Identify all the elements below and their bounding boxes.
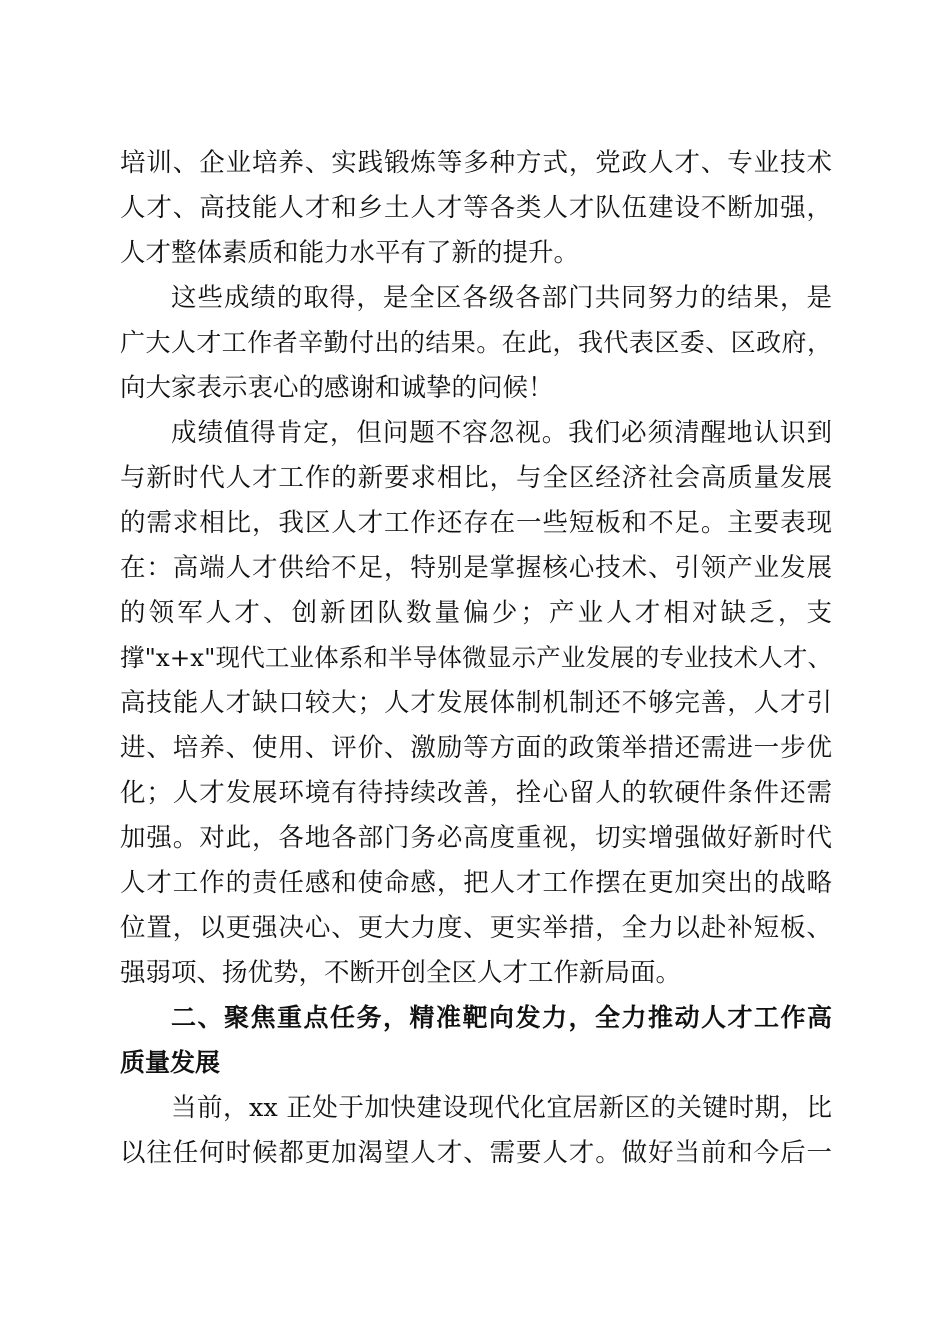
section-heading-line-1: 二、聚焦重点任务，精准靶向发力，全力推动人才工作高 — [171, 1003, 832, 1032]
paragraph-3-line-7: 高技能人才缺口较大；人才发展体制机制还不够完善，人才引 — [120, 688, 832, 718]
paragraph-1-line-2: 人才、高技能人才和乡土人才等各类人才队伍建设不断加强， — [120, 193, 832, 223]
paragraph-3-line-8: 进、培养、使用、评价、激励等方面的政策举措还需进一步优 — [120, 733, 832, 763]
paragraph-3-line-4: 在：高端人才供给不足，特别是掌握核心技术、引领产业发展 — [120, 553, 832, 583]
paragraph-3-line-11: 人才工作的责任感和使命感，把人才工作摆在更加突出的战略 — [120, 868, 832, 898]
paragraph-3-line-3: 的需求相比，我区人才工作还存在一些短板和不足。主要表现 — [120, 508, 832, 538]
paragraph-3-line-5: 的领军人才、创新团队数量偏少；产业人才相对缺乏，支 — [120, 598, 832, 628]
paragraph-2-line-1: 这些成绩的取得，是全区各级各部门共同努力的结果，是 — [171, 283, 832, 313]
paragraph-3-line-6: 撑"x+x"现代工业体系和半导体微显示产业发展的专业技术人才、 — [120, 643, 832, 672]
paragraph-4-line-1: 当前，xx 正处于加快建设现代化宜居新区的关键时期，比 — [171, 1093, 832, 1123]
paragraph-2-line-2: 广大人才工作者辛勤付出的结果。在此，我代表区委、区政府， — [120, 328, 832, 357]
paragraph-3-line-1: 成绩值得肯定，但问题不容忽视。我们必须清醒地认识到 — [171, 418, 832, 448]
paragraph-3-line-12: 位置，以更强决心、更大力度、更实举措，全力以赴补短板、 — [120, 913, 832, 943]
paragraph-3-line-2: 与新时代人才工作的新要求相比，与全区经济社会高质量发展 — [120, 463, 832, 493]
paragraph-3-line-9: 化；人才发展环境有待持续改善，拴心留人的软硬件条件还需 — [120, 778, 832, 808]
paragraph-2-line-3: 向大家表示衷心的感谢和诚挚的问候！ — [120, 373, 554, 403]
paragraph-4-line-2: 以往任何时候都更加渴望人才、需要人才。做好当前和今后一 — [120, 1138, 832, 1168]
paragraph-1-line-1: 培训、企业培养、实践锻炼等多种方式，党政人才、专业技术 — [120, 148, 832, 178]
paragraph-3-line-10: 加强。对此，各地各部门务必高度重视，切实增强做好新时代 — [120, 823, 832, 853]
paragraph-1-line-3: 人才整体素质和能力水平有了新的提升。 — [120, 238, 580, 268]
paragraph-3-line-13: 强弱项、扬优势，不断开创全区人才工作新局面。 — [120, 958, 682, 988]
section-heading-line-2: 质量发展 — [120, 1048, 221, 1077]
